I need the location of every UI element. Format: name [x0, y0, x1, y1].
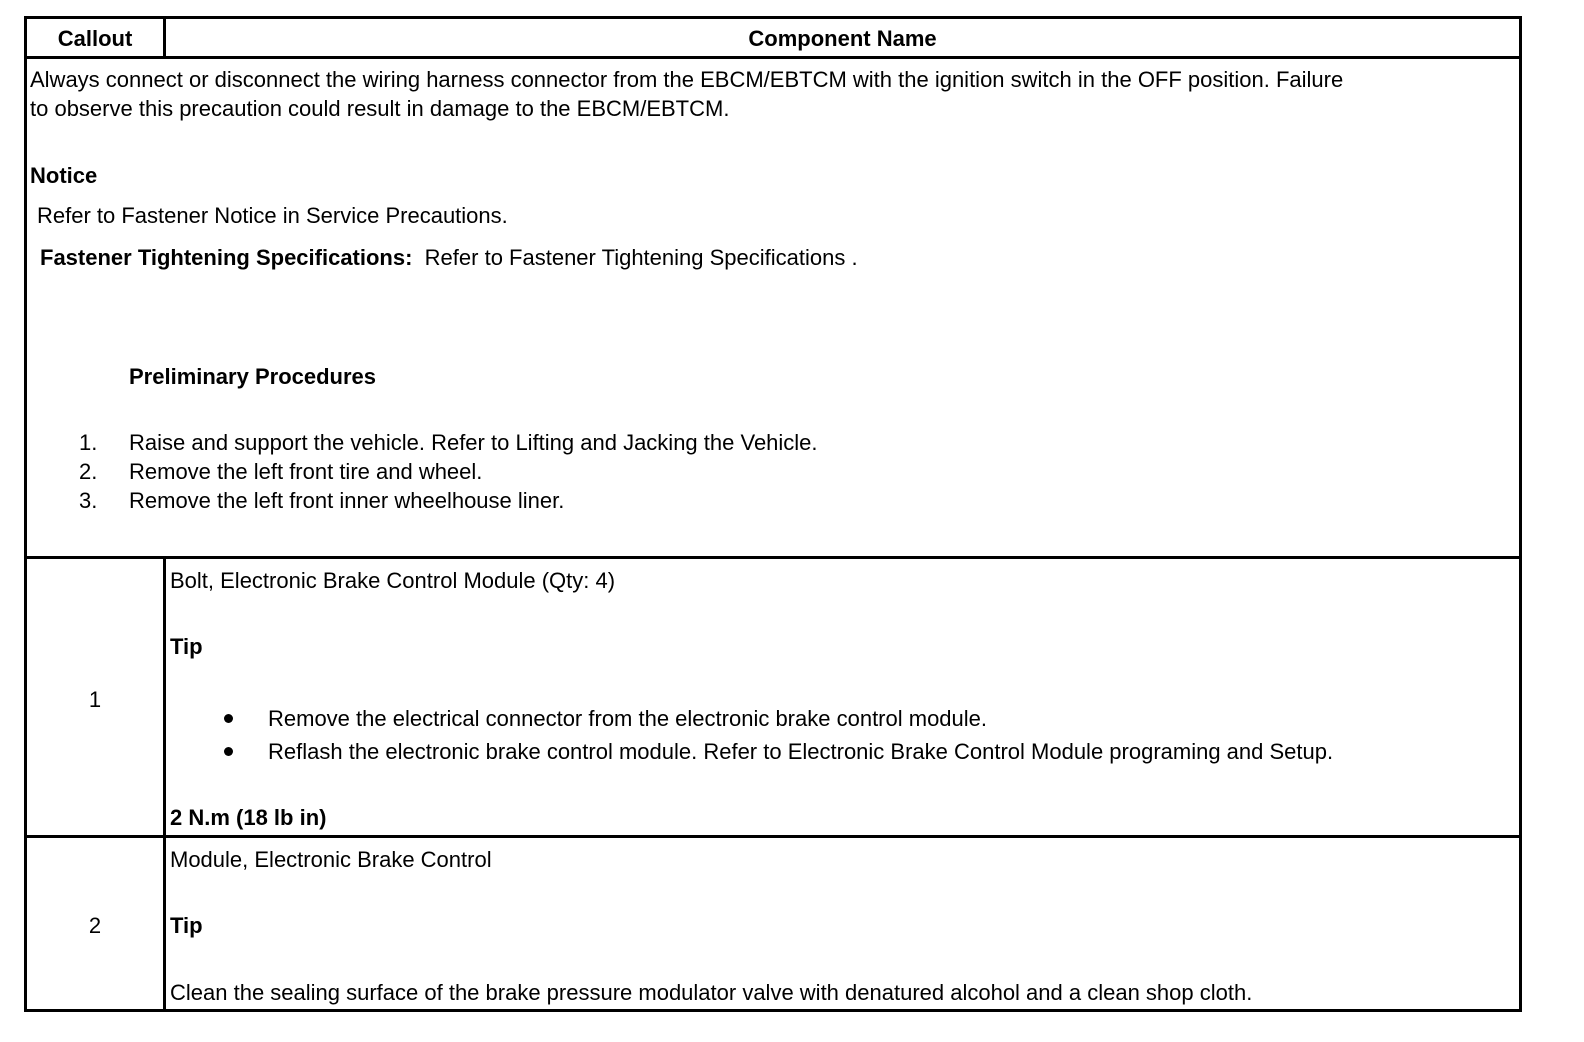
intro-rule: [27, 556, 1519, 559]
component-table: [24, 16, 1522, 1012]
bullet-icon: [224, 714, 233, 723]
step-number: 1.: [79, 430, 98, 455]
tip-bullet-text: Reflash the electronic brake control module. Refer to Electronic Brake Control Module programing and Setup.: [268, 739, 1334, 764]
preliminary-procedures-title: Preliminary Procedures: [129, 364, 377, 389]
notice-title: Notice: [30, 163, 98, 188]
notice-text: Refer to Fastener Notice in Service Precautions.: [37, 203, 508, 228]
torque-spec: 2 N.m (18 lb in): [170, 805, 327, 830]
step-text: Raise and support the vehicle. Refer to Lifting and Jacking the Vehicle.: [129, 430, 818, 455]
tip-bullet-text: Remove the electrical connector from the electronic brake control module.: [268, 706, 988, 731]
tip-text: Clean the sealing surface of the brake pressure modulator valve with denatured alcohol and a clean shop cloth.: [170, 980, 1253, 1005]
component-name: Module, Electronic Brake Control: [170, 847, 492, 872]
header-rule: [27, 56, 1519, 59]
fastener-spec-label: Fastener Tightening Specifications:: [40, 245, 413, 270]
step-text: Remove the left front tire and wheel.: [129, 459, 483, 484]
callout-number: 1: [88, 687, 102, 712]
step-number: 3.: [79, 488, 98, 513]
callout-header: Callout: [57, 26, 133, 51]
tip-title: Tip: [170, 913, 203, 938]
component-name-header: Component Name: [748, 26, 937, 51]
header-divider: [163, 19, 166, 57]
bullet-icon: [224, 747, 233, 756]
callout-column-divider: [163, 556, 166, 1012]
tip-title: Tip: [170, 634, 203, 659]
caution-text-line2: to observe this precaution could result in damage to the EBCM/EBTCM.: [30, 96, 730, 121]
callout-number: 2: [88, 913, 102, 938]
fastener-spec-line: [40, 245, 858, 271]
caution-text-line1: Always connect or disconnect the wiring harness connector from the EBCM/EBTCM with the ignition switch in the OFF position. Failure: [30, 67, 1344, 92]
step-number: 2.: [79, 459, 98, 484]
step-text: Remove the left front inner wheelhouse liner.: [129, 488, 565, 513]
fastener-spec-text: Refer to Fastener Tightening Specifications .: [424, 245, 858, 270]
component-name: Bolt, Electronic Brake Control Module (Qty: 4): [170, 568, 616, 593]
row-rule: [27, 835, 1519, 838]
